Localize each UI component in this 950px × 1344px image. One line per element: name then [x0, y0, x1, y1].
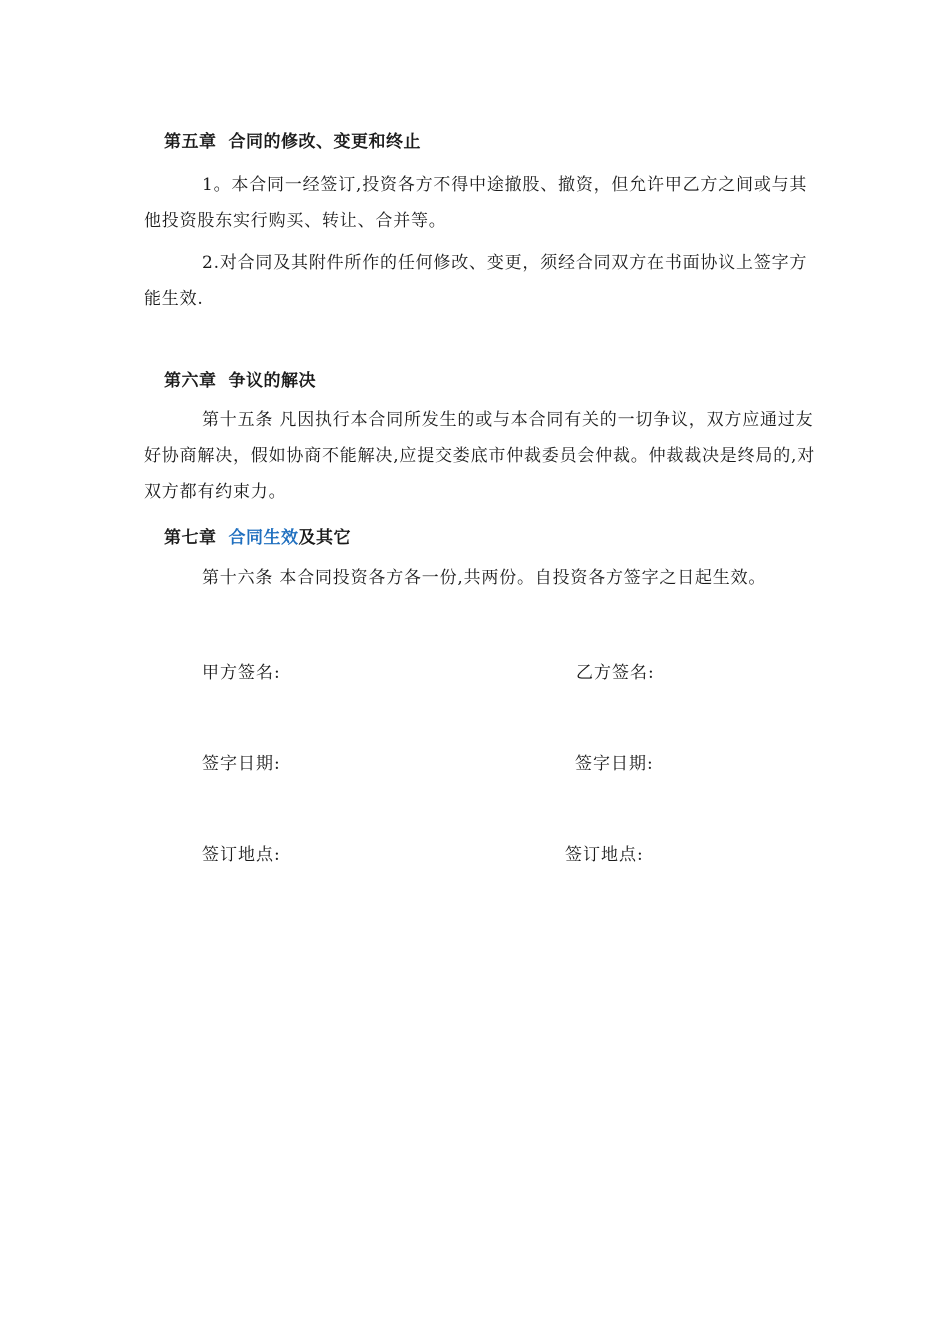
- chapter-number: 第五章: [164, 132, 217, 152]
- chapter-6-heading: [164, 366, 316, 391]
- chapter-5-heading: [164, 127, 421, 152]
- party-a-signature-label: 甲方签名:: [202, 663, 281, 683]
- chapter-title-rest: 及其它: [298, 528, 351, 548]
- party-a-date-label: 签字日期:: [202, 754, 281, 774]
- party-a-place-label: 签订地点:: [202, 845, 281, 865]
- chapter-7-heading: [164, 523, 351, 548]
- party-b-signature-label: 乙方签名:: [576, 663, 655, 683]
- chapter-title: 争议的解决: [228, 371, 316, 391]
- party-b-place-label: 签订地点:: [565, 845, 644, 865]
- party-b-date-label: 签字日期:: [575, 754, 654, 774]
- chapter-5-item-1: 1。本合同一经签订,投资各方不得中途撤股、撤资，但允许甲乙方之间或与其他投资股东实行购买、转让、合并等。: [144, 175, 808, 231]
- chapter-number: 第六章: [164, 371, 217, 391]
- article-15: 第十五条 凡因执行本合同所发生的或与本合同有关的一切争议，双方应通过友好协商解决，假如协商不能解决,应提交娄底市仲裁委员会仲裁。仲裁裁决是终局的,对双方都有约束力。: [144, 410, 816, 502]
- chapter-number: 第七章: [164, 528, 217, 548]
- chapter-title: 合同的修改、变更和终止: [228, 132, 421, 152]
- article-16: 第十六条 本合同投资各方各一份,共两份。自投资各方签字之日起生效。: [202, 568, 767, 588]
- chapter-title-link[interactable]: 合同生效: [228, 528, 299, 548]
- chapter-5-item-2: 2.对合同及其附件所作的任何修改、变更，须经合同双方在书面协议上签字方能生效.: [144, 253, 808, 309]
